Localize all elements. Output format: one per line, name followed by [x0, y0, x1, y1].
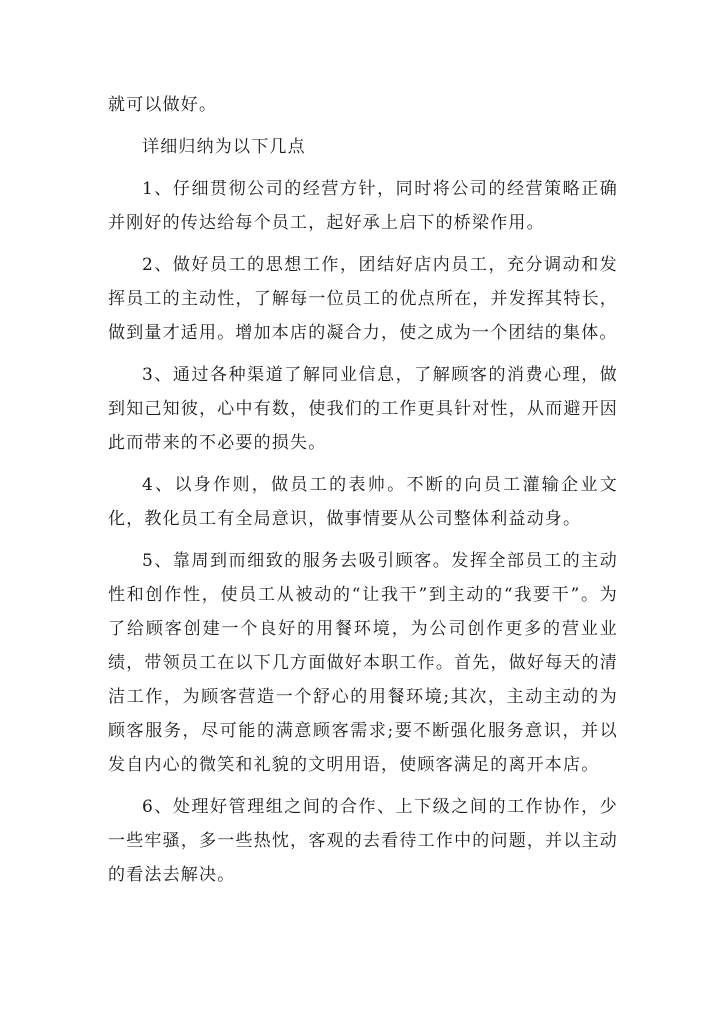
document-body	[108, 88, 618, 900]
paragraph-summary-heading: 详细归纳为以下几点	[142, 137, 306, 157]
paragraph-point-3: 3、通过各种渠道了解同业信息，了解顾客的消费心理，做到知己知彼，心中有数，使我们的工作更具针对性，从而避开因此而带来的不必要的损失。	[108, 365, 618, 453]
paragraph-point-4: 4、以身作则，做员工的表帅。不断的向员工灌输企业文化，教化员工有全局意识，做事情要从公司整体利益动身。	[108, 475, 618, 529]
paragraph-point-2: 2、做好员工的思想工作，团结好店内员工，充分调动和发挥员工的主动性，了解每一位员工的优点所在，并发挥其特长，做到量才适用。增加本店的凝合力，使之成为一个团结的集体。	[108, 255, 618, 343]
paragraph-point-1: 1、仔细贯彻公司的经营方针，同时将公司的经营策略正确并刚好的传达给每个员工，起好承上启下的桥梁作用。	[108, 179, 618, 233]
paragraph-point-6: 6、处理好管理组之间的合作、上下级之间的工作协作，少一些牢骚，多一些热忱，客观的去看待工作中的问题，并以主动的看法去解决。	[108, 797, 618, 885]
paragraph-continuation: 就可以做好。	[108, 95, 218, 115]
paragraph-point-5: 5、靠周到而细致的服务去吸引顾客。发挥全部员工的主动性和创作性，使员工从被动的“让我干”到主动的“我要干”。为了给顾客创建一个良好的用餐环境，为公司创作更多的营业业绩，带领员工在以下几方面做好本职工作。首先，做好每天的清洁工作，为顾客营造一个舒心的用餐环境;其次，主动主动的为顾客服务，尽可能的满意顾客需求;要不断强化服务意识，并以发自内心的微笑和礼貌的文明用语，使顾客满足的离开本店。	[108, 551, 618, 775]
